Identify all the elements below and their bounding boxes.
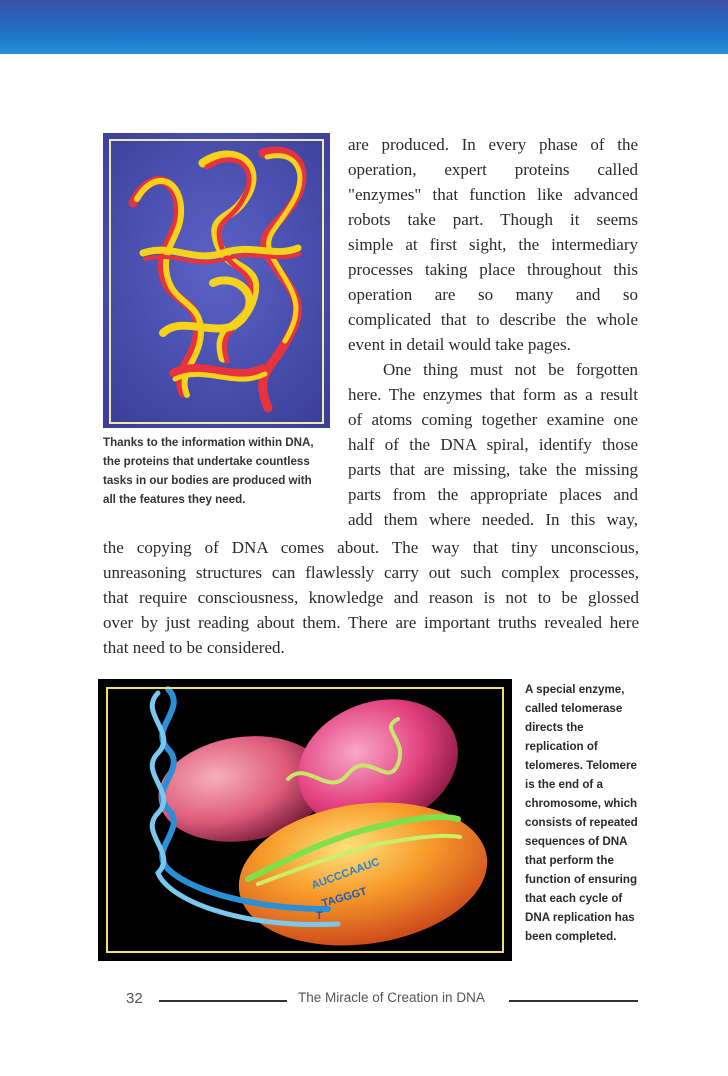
caption-line: A special enzyme, — [525, 683, 625, 696]
dna-extra-letter: T — [316, 910, 323, 922]
caption-line: DNA replication has — [525, 911, 635, 924]
caption-line: sequences of DNA — [525, 835, 628, 848]
text-line: operation, expert proteins called — [348, 160, 638, 179]
caption-line: that each cycle of — [525, 892, 623, 905]
text-line: operation are so many and so — [348, 285, 638, 304]
telomerase-figure — [98, 679, 512, 961]
figure-1-caption — [103, 433, 335, 509]
caption-line: directs the — [525, 721, 584, 734]
header-bar — [0, 0, 728, 54]
text-line: parts that are missing, take the missing — [348, 460, 638, 479]
text-line: event in detail would take pages. — [348, 335, 571, 354]
text-line: that need to be considered. — [103, 638, 285, 657]
caption-line: Thanks to the information within DNA, — [103, 436, 314, 449]
caption-line: consists of repeated — [525, 816, 638, 829]
text-line: unreasoning structures can flawlessly carry out such complex processes, — [103, 563, 639, 582]
text-line: here. The enzymes that form as a result — [348, 385, 638, 404]
text-line: "enzymes" that function like advanced — [348, 185, 638, 204]
text-line: add them where needed. In this way, — [348, 510, 638, 529]
text-line: that require consciousness, knowledge and reason is not to be glossed — [103, 588, 639, 607]
text-line: the copying of DNA comes about. The way that tiny unconscious, — [103, 538, 639, 557]
rna-template-letters: AUCCCAAUC — [309, 856, 382, 892]
footer-book-title: The Miracle of Creation in DNA — [298, 990, 485, 1005]
protein-ribbon-figure — [103, 133, 330, 428]
caption-line: the proteins that undertake countless — [103, 455, 310, 468]
text-line: One thing must not be forgotten — [383, 360, 638, 379]
caption-line: function of ensuring — [525, 873, 638, 886]
text-line: half of the DNA spiral, identify those — [348, 435, 638, 454]
body-paragraph — [348, 132, 638, 357]
dna-strand-letters: TAGGGT — [320, 885, 369, 910]
footer-rule-left — [159, 1000, 287, 1002]
figure-2-caption — [525, 680, 655, 946]
caption-line: chromosome, which — [525, 797, 638, 810]
caption-line: tasks in our bodies are produced with — [103, 474, 312, 487]
text-line: over by just reading about them. There are important truths revealed here — [103, 613, 639, 632]
figure-frame — [109, 139, 324, 424]
caption-line: telomeres. Telomere — [525, 759, 637, 772]
text-line: robots take part. Though it seems — [348, 210, 638, 229]
caption-line: been completed. — [525, 930, 617, 943]
page-number: 32 — [126, 990, 143, 1007]
body-paragraph — [348, 357, 638, 532]
caption-line: all the features they need. — [103, 493, 246, 506]
text-line: parts from the appropriate places and — [348, 485, 638, 504]
figure-frame — [106, 687, 504, 953]
caption-line: is the end of a — [525, 778, 603, 791]
caption-line: that perform the — [525, 854, 614, 867]
text-line: processes taking place throughout this — [348, 260, 638, 279]
text-line: complicated that to describe the whole — [348, 310, 638, 329]
text-line: of atoms coming together examine one — [348, 410, 638, 429]
body-paragraph-continued — [103, 535, 639, 660]
text-line: simple at first sight, the intermediary — [348, 235, 638, 254]
footer-rule-right — [509, 1000, 638, 1002]
caption-line: replication of — [525, 740, 598, 753]
text-line: are produced. In every phase of the — [348, 135, 638, 154]
caption-line: called telomerase — [525, 702, 623, 715]
